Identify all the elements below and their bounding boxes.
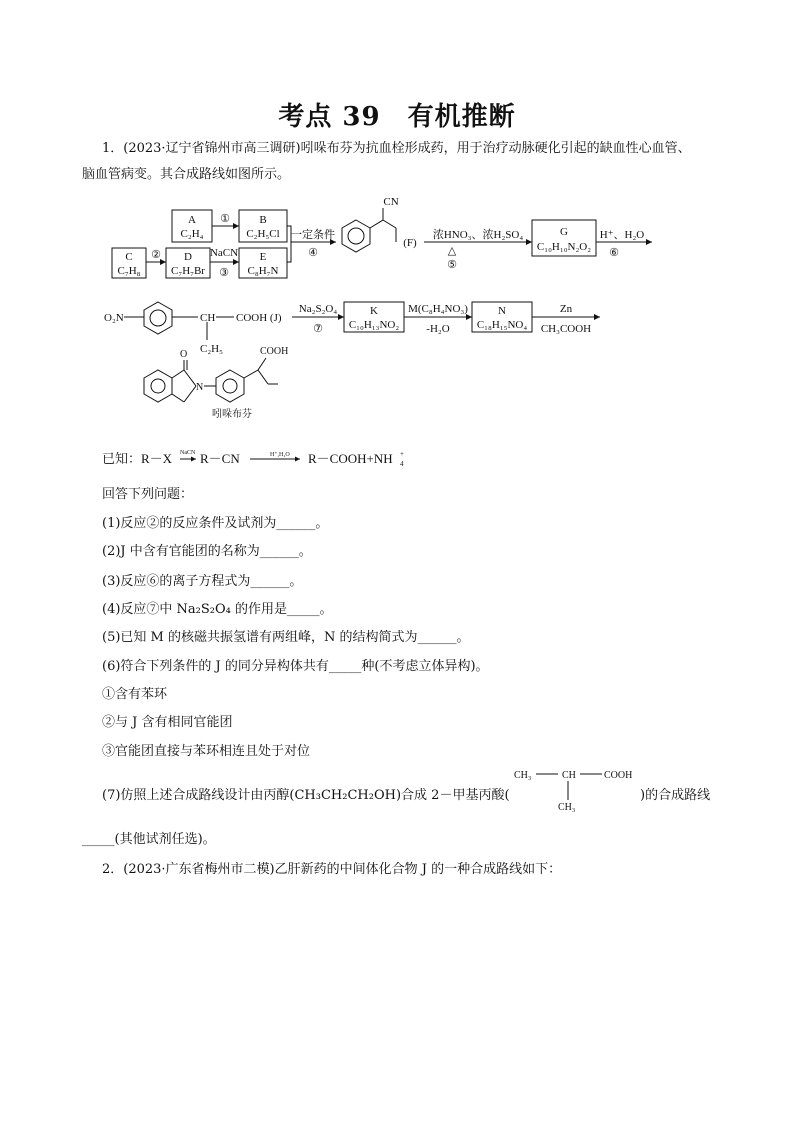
step7-label: ⑦ [313,323,323,335]
question-7-line2: _____(其他试剂任选)。 [82,832,216,847]
box-A-formula: C₂H₄ [180,228,204,240]
product-cooh: COOH [260,346,289,357]
carbonyl-o: O [180,349,188,360]
struct-ch3-left: CH₃ [514,770,532,781]
heat-symbol: △ [447,245,457,257]
q1-intro-line1: 1．(2023·辽宁省锦州市高三调研)吲哚布芬为抗血栓形成药，用于治疗动脉硬化引起的缺血性心血管、 [102,141,691,156]
question-6: (6)符合下列条件的 J 的同分异构体共有_____种(不考虑立体异构)。 [102,659,489,674]
struct-ch3-bottom: CH₃ [558,802,576,813]
struct-ch: CH [562,770,576,781]
condition-3: ③官能团直接与苯环相连且处于对位 [102,744,311,759]
nh4-sub: 4 [400,460,404,468]
known-label: 已知：R－X [102,451,173,466]
ethyl-group: C₂H₅ [200,343,223,355]
question-7: (7)仿照上述合成路线设计由丙醇(CH₃CH₂CH₂OH)合成 2－甲基丙酸( [102,788,510,803]
o2n-group: O₂N [104,312,124,324]
step1-label: ① [220,213,230,225]
step3-reagent: NaCN [209,247,239,259]
box-N-formula: C₁₈H₁₅NO₄ [476,319,528,331]
dehydration-label: -H₂O [426,323,450,335]
box-E-label: E [259,251,267,263]
question-5: (5)已知 M 的核磁共振氢谱有两组峰，N 的结构简式为______。 [102,630,470,645]
step5-reagents: 浓HNO₃、浓H₂SO₄ [432,229,524,241]
known-mid: R－CN [200,451,240,466]
box-K-label: K [370,305,378,317]
box-N-label: N [498,305,506,317]
synthesis-scheme [0,190,794,430]
condition-2: ②与 J 含有相同官能团 [102,715,233,730]
step2-label: ② [151,249,161,261]
known-reaction [100,446,500,470]
step6-reagents: H⁺、H₂O [599,229,645,241]
question-4: (4)反应⑦中 Na₂S₂O₄ 的作用是_____。 [102,602,333,617]
question-1: (1)反应②的反应条件及试剂为______。 [102,516,329,531]
isobutyric-acid-structure [512,764,642,816]
page-title: 考点 39 有机推断 [278,102,516,132]
nh4-sup: + [400,450,404,458]
q1-intro-line2: 脑血管病变。其合成路线如图所示。 [82,167,291,182]
step7-reagent: Na₂S₂O₄ [298,303,338,315]
box-A-label: A [188,214,196,226]
box-G-label: G [560,226,568,238]
box-B-formula: C₂H₅Cl [246,228,280,240]
acetic-acid-reagent: CH₃COOH [540,323,592,335]
known-nacn: NaCN [180,450,196,456]
question-3: (3)反应⑥的离子方程式为______。 [102,574,303,589]
box-G-formula: C₁₀H₁₀N₂O₂ [536,241,592,253]
step3-label: ③ [219,267,229,279]
ring-n: N [196,382,204,393]
question-7-tail: )的合成路线 [640,788,711,803]
box-D-formula: C₇H₇Br [171,265,205,277]
question-2-intro: 2．(2023·广东省梅州市二模)乙肝新药的中间体化合物 J 的一种合成路线如下： [102,862,562,877]
box-D-label: D [184,251,192,263]
box-K-formula: C₁₀H₁₃NO₂ [348,319,400,331]
step6-label: ⑥ [609,247,619,259]
step4-condition: 一定条件 [291,229,335,241]
known-cond: H⁺,H₂O [270,452,290,458]
m-reagent: M(C₈H₄NO₃) [408,303,468,315]
compound-F-label: (F) [403,237,417,249]
condition-1: ①含有苯环 [102,687,168,702]
known-end: R－COOH+NH [308,451,393,466]
zn-reagent: Zn [559,303,573,315]
box-C-label: C [125,251,133,263]
step4-label: ④ [308,247,318,259]
step5-label: ⑤ [447,259,457,271]
box-E-formula: C₈H₇N [247,265,279,277]
product-name: 吲哚布芬 [212,409,252,420]
box-B-label: B [259,214,267,226]
answer-prompt: 回答下列问题： [102,487,194,502]
struct-cooh: COOH [604,770,633,781]
cooh-j-label: COOH (J) [236,312,282,324]
box-C-formula: C₇H₈ [117,265,141,277]
question-2: (2)J 中含有官能团的名称为______。 [102,544,312,559]
cn-group: CN [383,196,399,208]
ch-group: CH [200,312,216,324]
